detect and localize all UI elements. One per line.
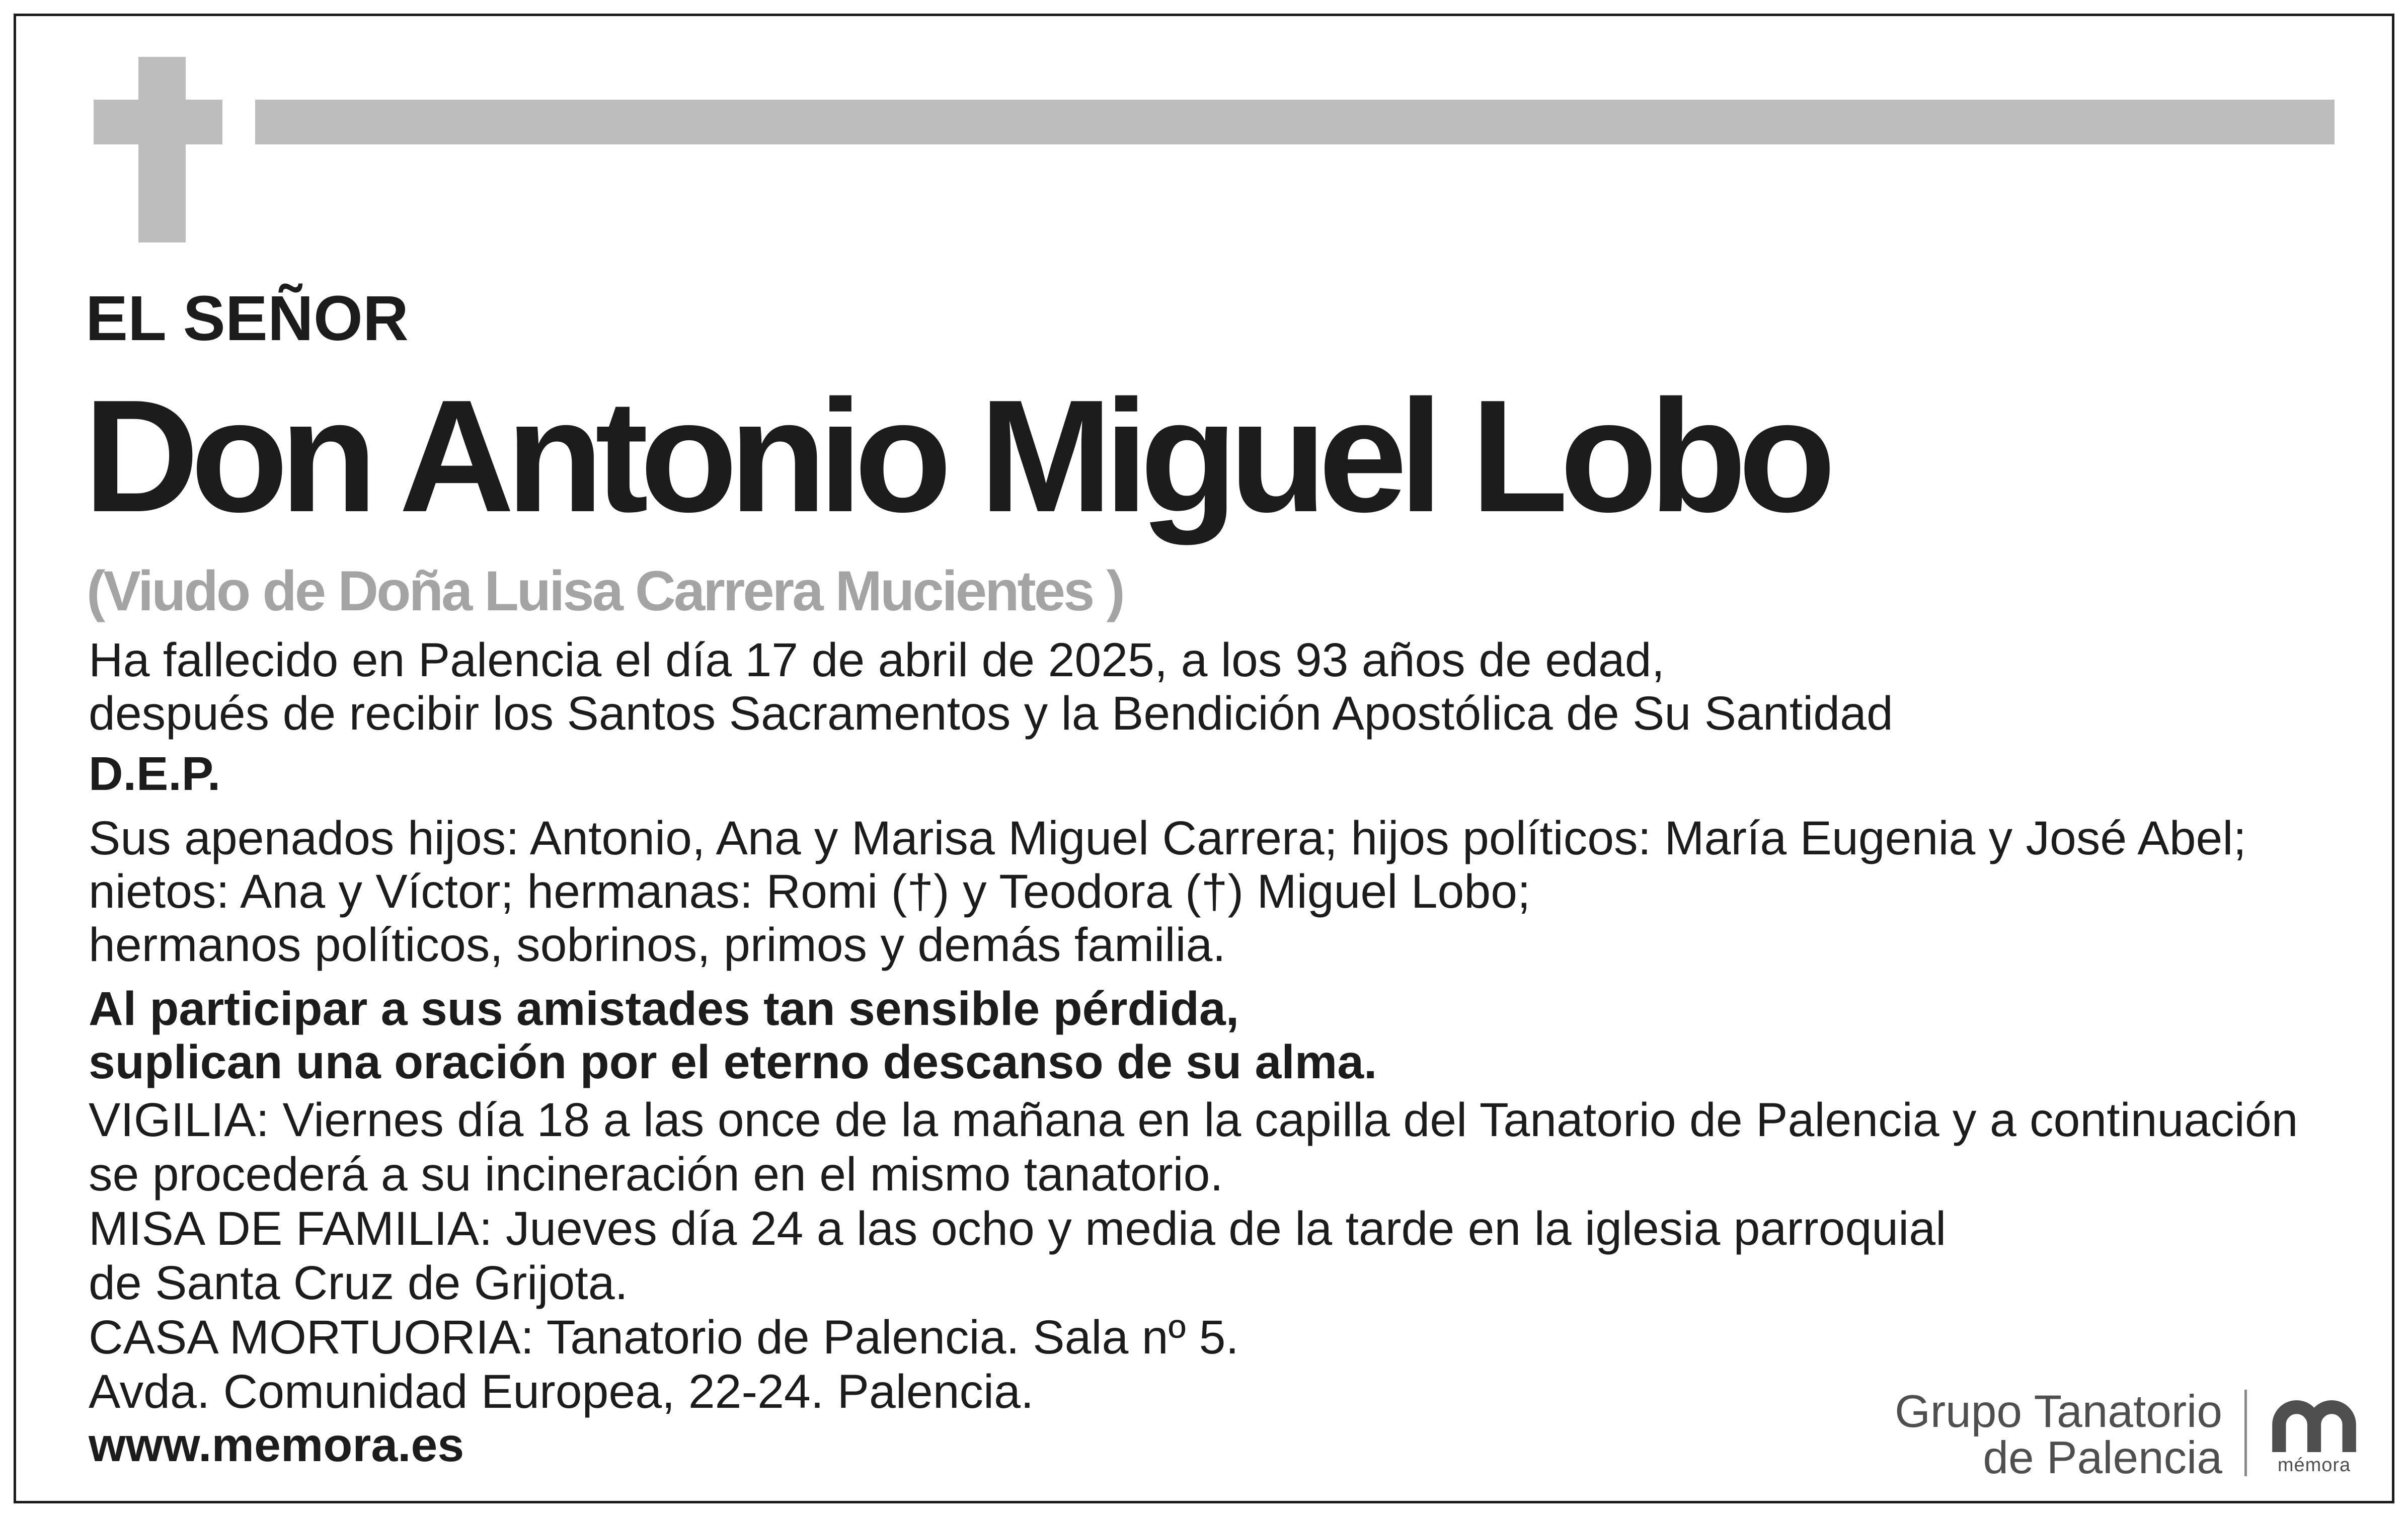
death-details bbox=[89, 633, 1893, 740]
funeral-home-line: CASA MORTUORIA: Tanatorio de Palencia. Sala nº 5. bbox=[89, 1311, 1239, 1364]
services-info bbox=[89, 1093, 2298, 1419]
family-list bbox=[89, 812, 2246, 972]
cross-stem bbox=[138, 57, 186, 243]
family-line: nietos: Ana y Víctor; hermanas: Romi (†) y Teodora (†) Miguel Lobo; bbox=[89, 865, 1531, 918]
mass-line: MISA DE FAMILIA: Jueves día 24 a las ocho y media de la tarde en la iglesia parroquial bbox=[89, 1202, 1947, 1255]
deceased-name: Don Antonio Miguel Lobo bbox=[84, 367, 1828, 545]
funeral-group-line: de Palencia bbox=[1983, 1432, 2222, 1483]
vigil-line: se procederá a su incineración en el mismo tanatorio. bbox=[89, 1148, 1223, 1201]
memora-wordmark: mémora bbox=[2277, 1455, 2351, 1476]
family-line: hermanos políticos, sobrinos, primos y demás familia. bbox=[89, 918, 1226, 972]
widower-of: (Viudo de Doña Luisa Carrera Mucientes ) bbox=[87, 559, 1123, 622]
brand-divider bbox=[2244, 1390, 2247, 1476]
cross-arm bbox=[94, 100, 222, 144]
memora-m-icon bbox=[2268, 1400, 2360, 1452]
prayer-request bbox=[89, 982, 1377, 1089]
funeral-group-name bbox=[1792, 1386, 2222, 1483]
prayer-request-line: suplican una oración por el eterno descanso de su alma. bbox=[89, 1035, 1377, 1089]
family-line: Sus apenados hijos: Antonio, Ana y Marisa Miguel Carrera; hijos políticos: María Eugenia y José Abel; bbox=[89, 812, 2246, 865]
death-details-line: después de recibir los Santos Sacramentos y la Bendición Apostólica de Su Santidad bbox=[89, 687, 1893, 740]
funeral-group-line: Grupo Tanatorio bbox=[1895, 1386, 2222, 1437]
title-prefix: EL SEÑOR bbox=[86, 283, 409, 354]
mass-line: de Santa Cruz de Grijota. bbox=[89, 1256, 628, 1310]
website: www.memora.es bbox=[89, 1418, 464, 1472]
address-line: Avda. Comunidad Europea, 22-24. Palencia. bbox=[89, 1365, 1034, 1418]
vigil-line: VIGILIA: Viernes día 18 a las once de la mañana en la capilla del Tanatorio de Palencia y a continuación bbox=[89, 1093, 2298, 1147]
rip: D.E.P. bbox=[89, 747, 221, 801]
prayer-request-line: Al participar a sus amistades tan sensible pérdida, bbox=[89, 982, 1239, 1035]
death-details-line: Ha fallecido en Palencia el día 17 de abril de 2025, a los 93 años de edad, bbox=[89, 633, 1665, 687]
header-rule bbox=[255, 100, 2335, 144]
